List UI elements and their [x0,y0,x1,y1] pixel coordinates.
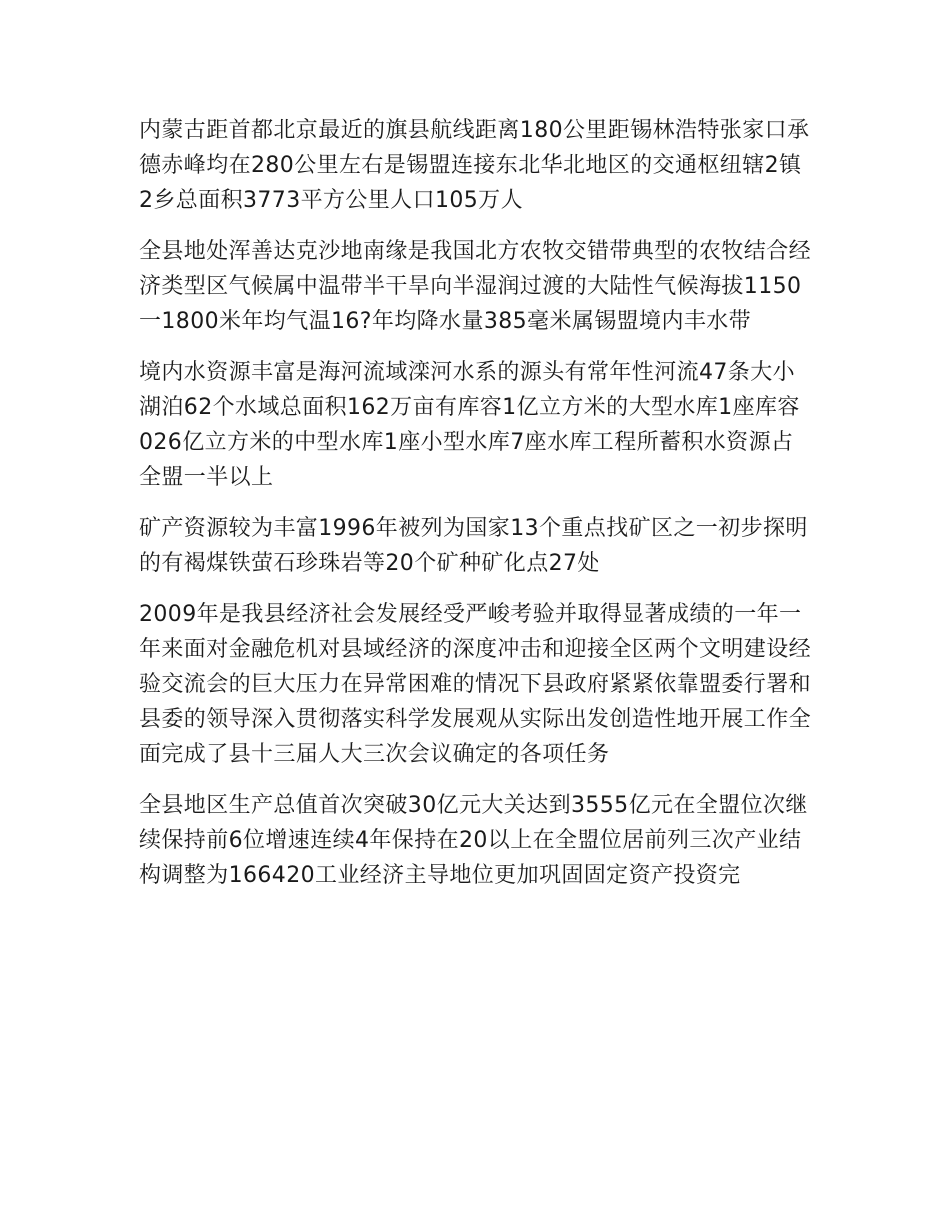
paragraph-climate: 全县地处浑善达克沙地南缘是我国北方农牧交错带典型的农牧结合经济类型区气候属中温带半干旱向半湿润过渡的大陆性气候海拔1150一1800米年均气温16?年均降水量385毫米属锡盟境内丰水带 [139,239,812,334]
paragraph-location: 内蒙古距首都北京最近的旗县航线距离180公里距锡林浩特张家口承德赤峰均在280公里左右是锡盟连接东北华北地区的交通枢纽辖2镇2乡总面积3773平方公里人口105万人 [139,118,810,213]
paragraph-mineral-resources: 矿产资源较为丰富1996年被列为国家13个重点找矿区之一初步探明的有褐煤铁萤石珍珠岩等20个矿种矿化点27处 [139,516,808,576]
paragraph-water-resources: 境内水资源丰富是海河流域滦河水系的源头有常年性河流47条大小湖泊62个水域总面积162万亩有库容1亿立方米的大型水库1座库容026亿立方米的中型水库1座小型水库7座水库工程所蓄积水资源占全盟一半以上 [139,360,800,490]
paragraph-gdp: 全县地区生产总值首次突破30亿元大关达到3555亿元在全盟位次继续保持前6位增速连续4年保持在20以上在全盟位居前列三次产业结构调整为166420工业经济主导地位更加巩固固定资产投资完 [139,793,808,888]
paragraph-2009-review: 2009年是我县经济社会发展经受严峻考验并取得显著成绩的一年一年来面对金融危机对县域经济的深度冲击和迎接全区两个文明建设经验交流会的巨大压力在异常困难的情况下县政府紧紧依靠盟委行署和县委的领导深入贯彻落实科学发展观从实际出发创造性地开展工作全面完成了县十三届人大三次会议确定的各项任务 [139,602,812,767]
document-body [139,113,811,909]
